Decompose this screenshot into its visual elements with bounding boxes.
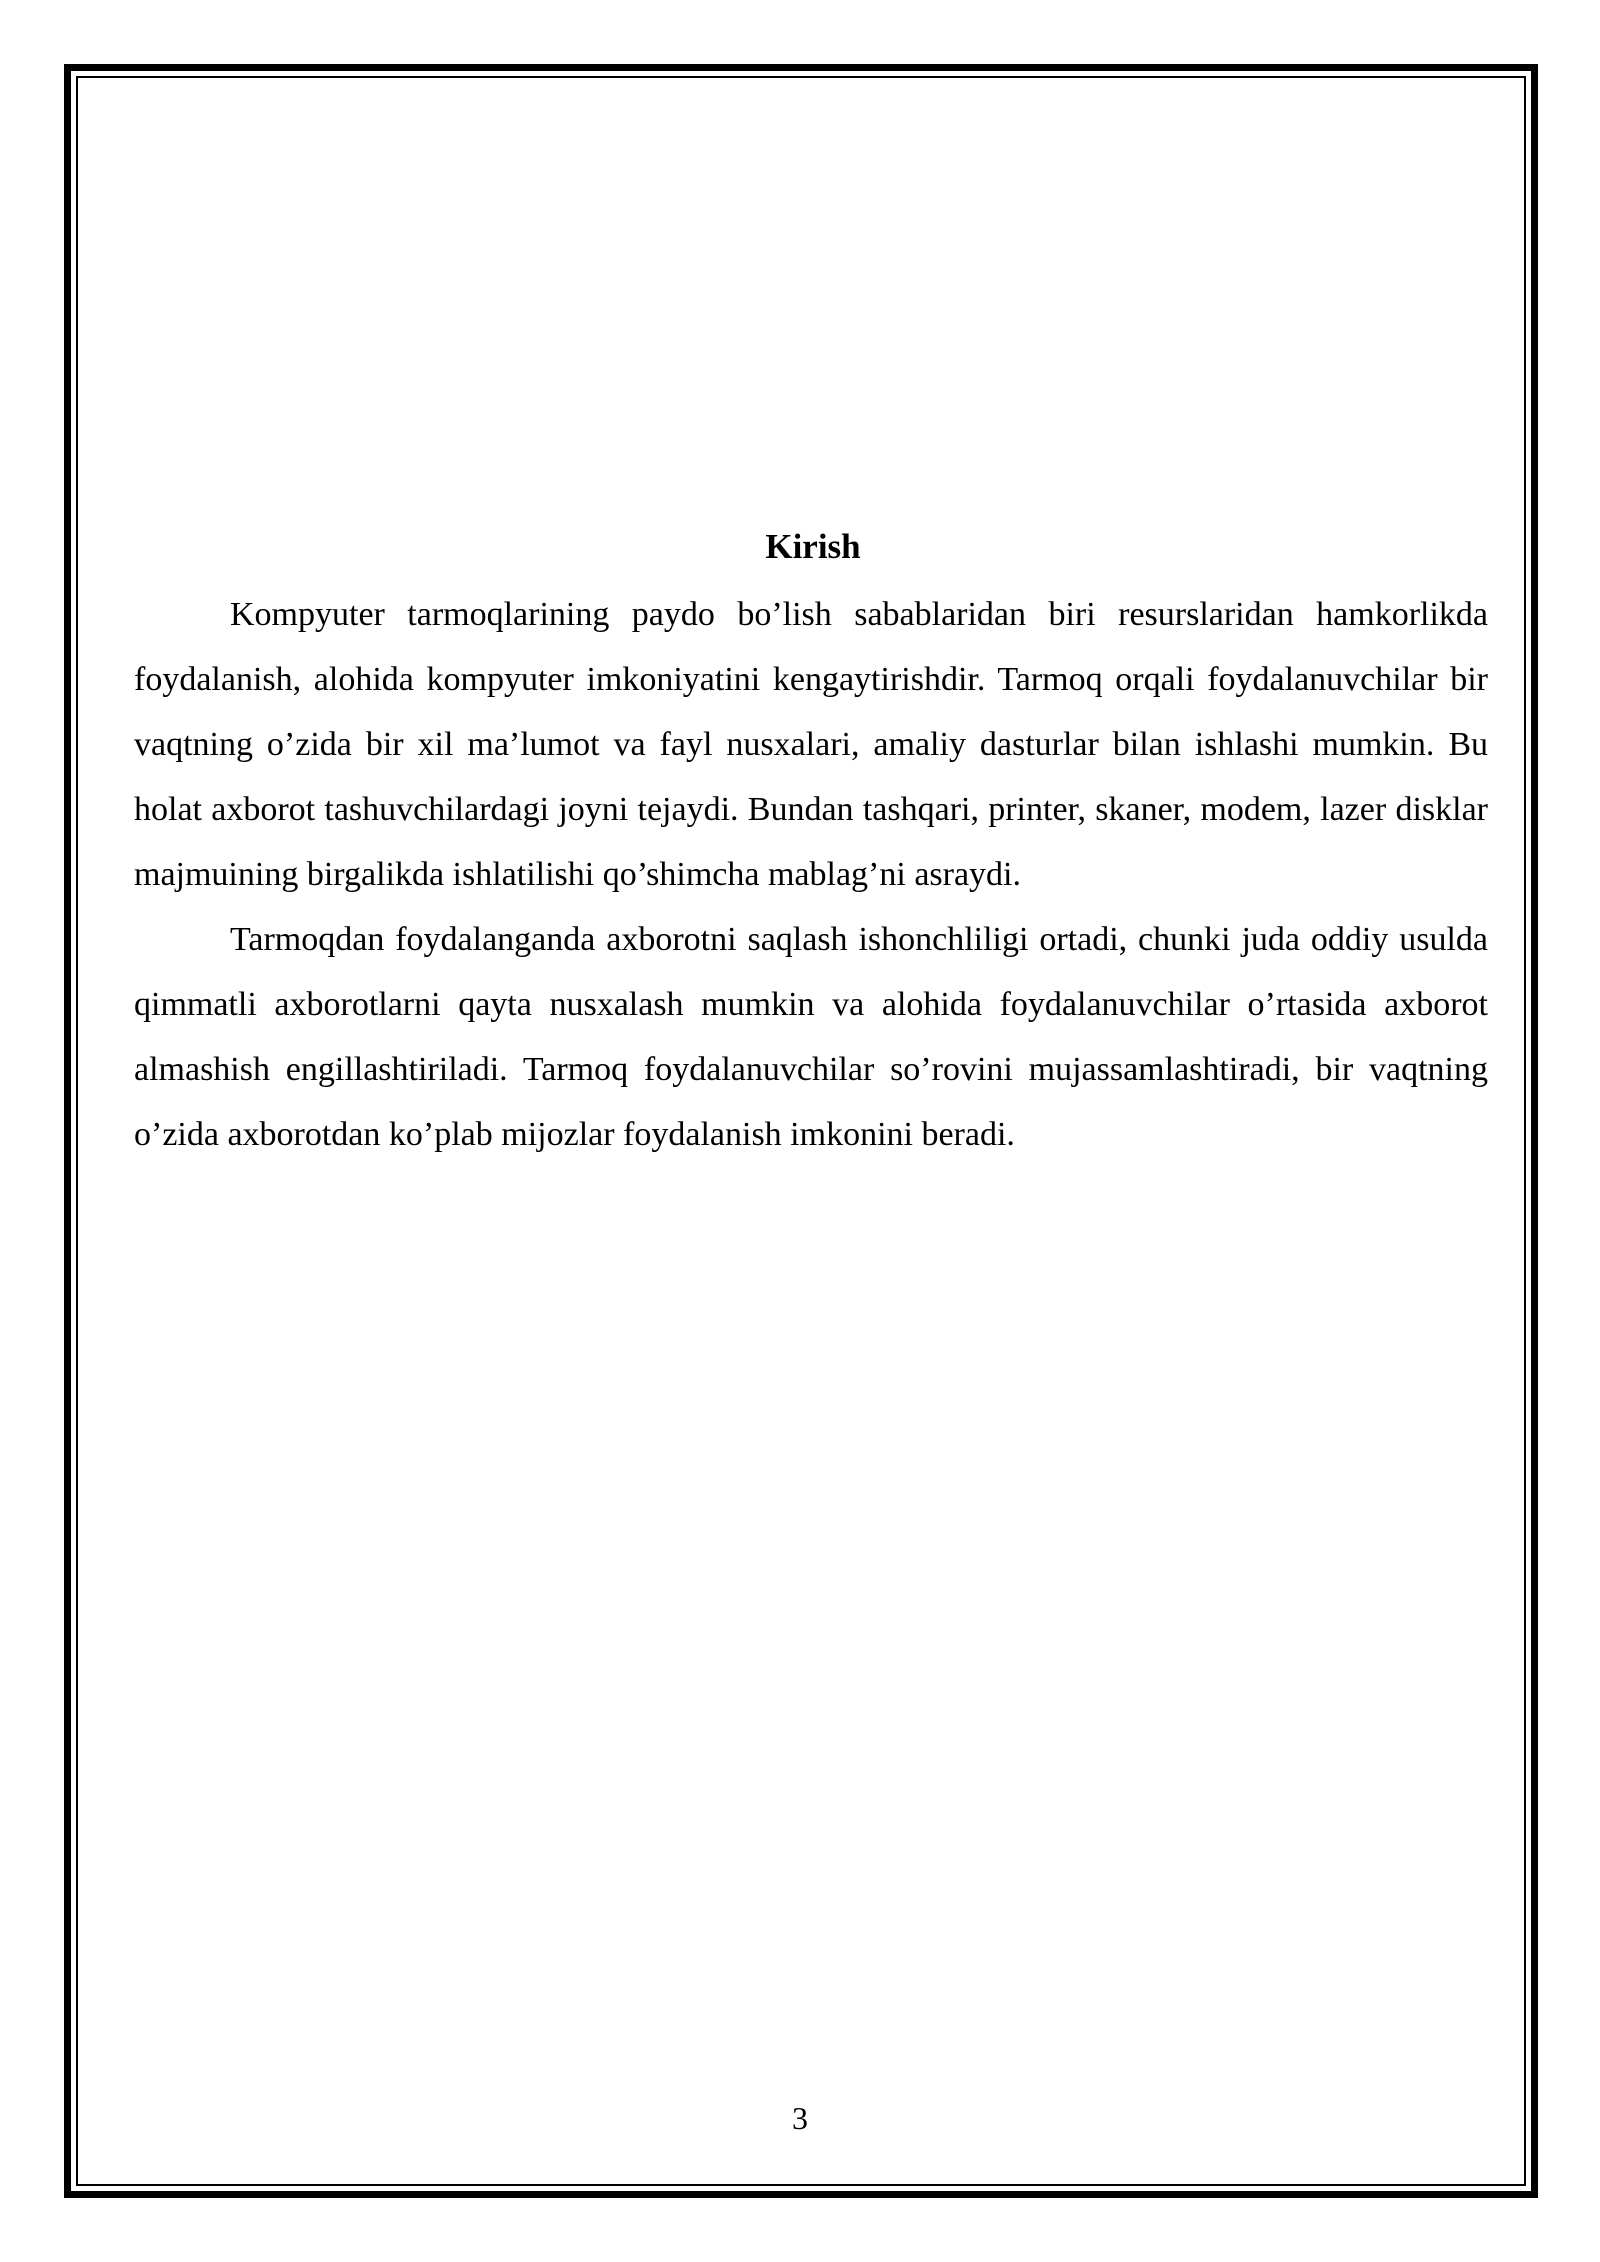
page-number: 3	[792, 2100, 808, 2136]
paragraph-1: Kompyuter tarmoqlarining paydo bo’lish sabablaridan biri resurslaridan hamkorlikda foydalanish, alohida kompyuter imkoniyatini kengaytirishdir. Tarmoq orqali foydalanuvchilar bir vaqtning o’zida bir xil ma’lumot va fayl nusxalari, amaliy dasturlar bilan ishlashi mumkin. Bu holat axborot tashuvchilardagi joyni tejaydi. Bundan tashqari, printer, skaner, modem, lazer disklar majmuining birgalikda ishlatilishi qo’shimcha mablag’ni asraydi.	[134, 596, 1488, 893]
section-heading: Kirish	[765, 527, 861, 566]
document-body	[134, 518, 1488, 1167]
paragraph-2: Tarmoqdan foydalanganda axborotni saqlash ishonchliligi ortadi, chunki juda oddiy usulda qimmatli axborotlarni qayta nusxalash mumkin va alohida foydalanuvchilar o’rtasida axborot almashish engillashtiriladi. Tarmoq foydalanuvchilar so’rovini mujassamlashtiradi, bir vaqtning o’zida axborotdan ko’plab mijozlar foydalanish imkonini beradi.	[134, 921, 1488, 1153]
